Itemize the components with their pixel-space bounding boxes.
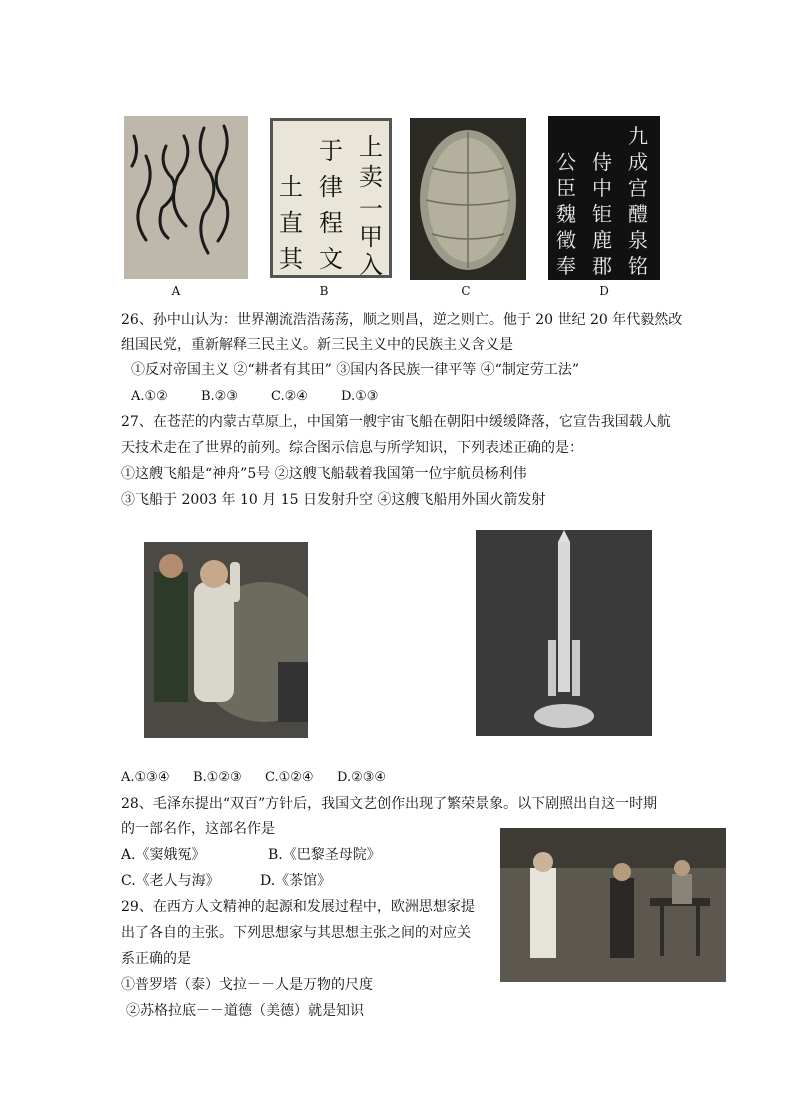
- turtle-shell-icon: [410, 118, 526, 280]
- script-char: 土: [279, 173, 303, 201]
- script-char: 中: [592, 176, 612, 200]
- q27-stem-line2: 天技术走在了世界的前列。综合图示信息与所学知识，下列表述正确的是：: [121, 440, 583, 456]
- rocket-launch-photo: [476, 530, 652, 736]
- q27-option-a: A.①③④: [121, 770, 170, 785]
- q28-option-d: D.《茶馆》: [260, 873, 332, 889]
- q26-option-c: C.②④: [271, 389, 308, 404]
- stele-rubbing-image-d: [548, 116, 660, 280]
- script-char: 入: [359, 251, 383, 278]
- q29-item2: ②苏格拉底－－道德（美德）就是知识: [126, 1003, 364, 1019]
- q28-option-c: C.《老人与海》: [121, 873, 220, 889]
- script-char: 直: [279, 209, 303, 237]
- q29-stem-line1: 29、在西方人文精神的起源和发展过程中，欧洲思想家提: [121, 899, 475, 915]
- q26-option-d: D.①③: [341, 389, 379, 404]
- calligraphy-image-a: [124, 116, 248, 279]
- cursive-script-strokes: [124, 116, 248, 279]
- script-char: 上: [359, 133, 383, 161]
- script-char: 成: [628, 150, 648, 174]
- script-char: 一: [359, 195, 383, 223]
- script-char: 魏: [556, 202, 576, 226]
- q26-stem-line2: 组国民党，重新解释三民主义。新三民主义中的民族主义含义是: [121, 337, 513, 353]
- script-char: 徵: [556, 228, 576, 252]
- script-char: 公: [556, 150, 576, 174]
- script-char: 其: [279, 245, 303, 273]
- q26-stem-line1: 26、孙中山认为：世界潮流浩浩荡荡，顺之则昌，逆之则亡。他于 20 世纪 20 年代毅然改: [121, 312, 683, 328]
- image-label-b: B: [319, 284, 329, 298]
- script-char: 文: [319, 245, 343, 273]
- script-char: 臣: [556, 176, 576, 200]
- script-char: 郡: [592, 254, 612, 278]
- script-char: 泉: [628, 228, 648, 252]
- q28-stem-line1: 28、毛泽东提出“双百”方针后，我国文艺创作出现了繁荣景象。以下剧照出自这一时期: [121, 796, 658, 812]
- calligraphy-image-b: [270, 118, 392, 278]
- script-char: 鹿: [592, 228, 612, 252]
- q27-item1: ①这艘飞船是“神舟”5号 ②这艘飞船载着我国第一位宇航员杨利伟: [121, 466, 527, 482]
- script-char: 律: [319, 173, 343, 201]
- script-char: 铭: [628, 254, 648, 278]
- q29-item1: ①普罗塔（泰）戈拉－－人是万物的尺度: [121, 977, 373, 993]
- q28-option-b: B.《巴黎圣母院》: [268, 847, 381, 863]
- astronaut-photo: [144, 542, 308, 738]
- oracle-bone-image-c: [410, 118, 526, 280]
- script-char: 奉: [556, 254, 576, 278]
- image-label-a: A: [171, 284, 181, 298]
- image-label-c: C: [461, 284, 471, 298]
- q26-option-b: B.②③: [201, 389, 238, 404]
- script-char: 醴: [628, 202, 648, 226]
- script-char: 宫: [628, 176, 648, 200]
- q27-option-d: D.②③④: [337, 770, 387, 785]
- q28-stem-line2: 的一部名作，这部名作是: [121, 821, 275, 837]
- q26-option-a: A.①②: [131, 389, 168, 404]
- script-char: 侍: [592, 150, 612, 174]
- script-char: 甲: [359, 223, 383, 251]
- rocket-icon: [476, 530, 652, 736]
- script-char: 于: [319, 137, 343, 165]
- q27-option-b: B.①②③: [193, 770, 242, 785]
- q29-stem-line2: 出了各自的主张。下列思想家与其思想主张之间的对应关: [121, 925, 471, 941]
- script-char: 钜: [592, 202, 612, 226]
- q27-option-c: C.①②④: [265, 770, 314, 785]
- script-char: 九: [628, 124, 648, 148]
- q28-option-a: A.《窦娥冤》: [121, 847, 206, 863]
- q27-stem-line1: 27、在苍茫的内蒙古草原上，中国第一艘宇宙飞船在朝阳中缓缓降落，它宣告我国载人航: [121, 414, 671, 430]
- script-char: 卖: [359, 163, 383, 191]
- astronaut-scene: [144, 542, 308, 738]
- script-char: 程: [319, 209, 343, 237]
- q26-items: ①反对帝国主义 ②“耕者有其田” ③国内各民族一律平等 ④“制定劳工法”: [131, 362, 579, 378]
- teahouse-drama-photo: [500, 828, 726, 982]
- q27-item2: ③飞船于 2003 年 10 月 15 日发射升空 ④这艘飞船用外国火箭发射: [121, 492, 546, 508]
- image-label-d: D: [599, 284, 609, 298]
- q29-stem-line3: 系正确的是: [121, 951, 191, 967]
- drama-scene: [500, 828, 726, 982]
